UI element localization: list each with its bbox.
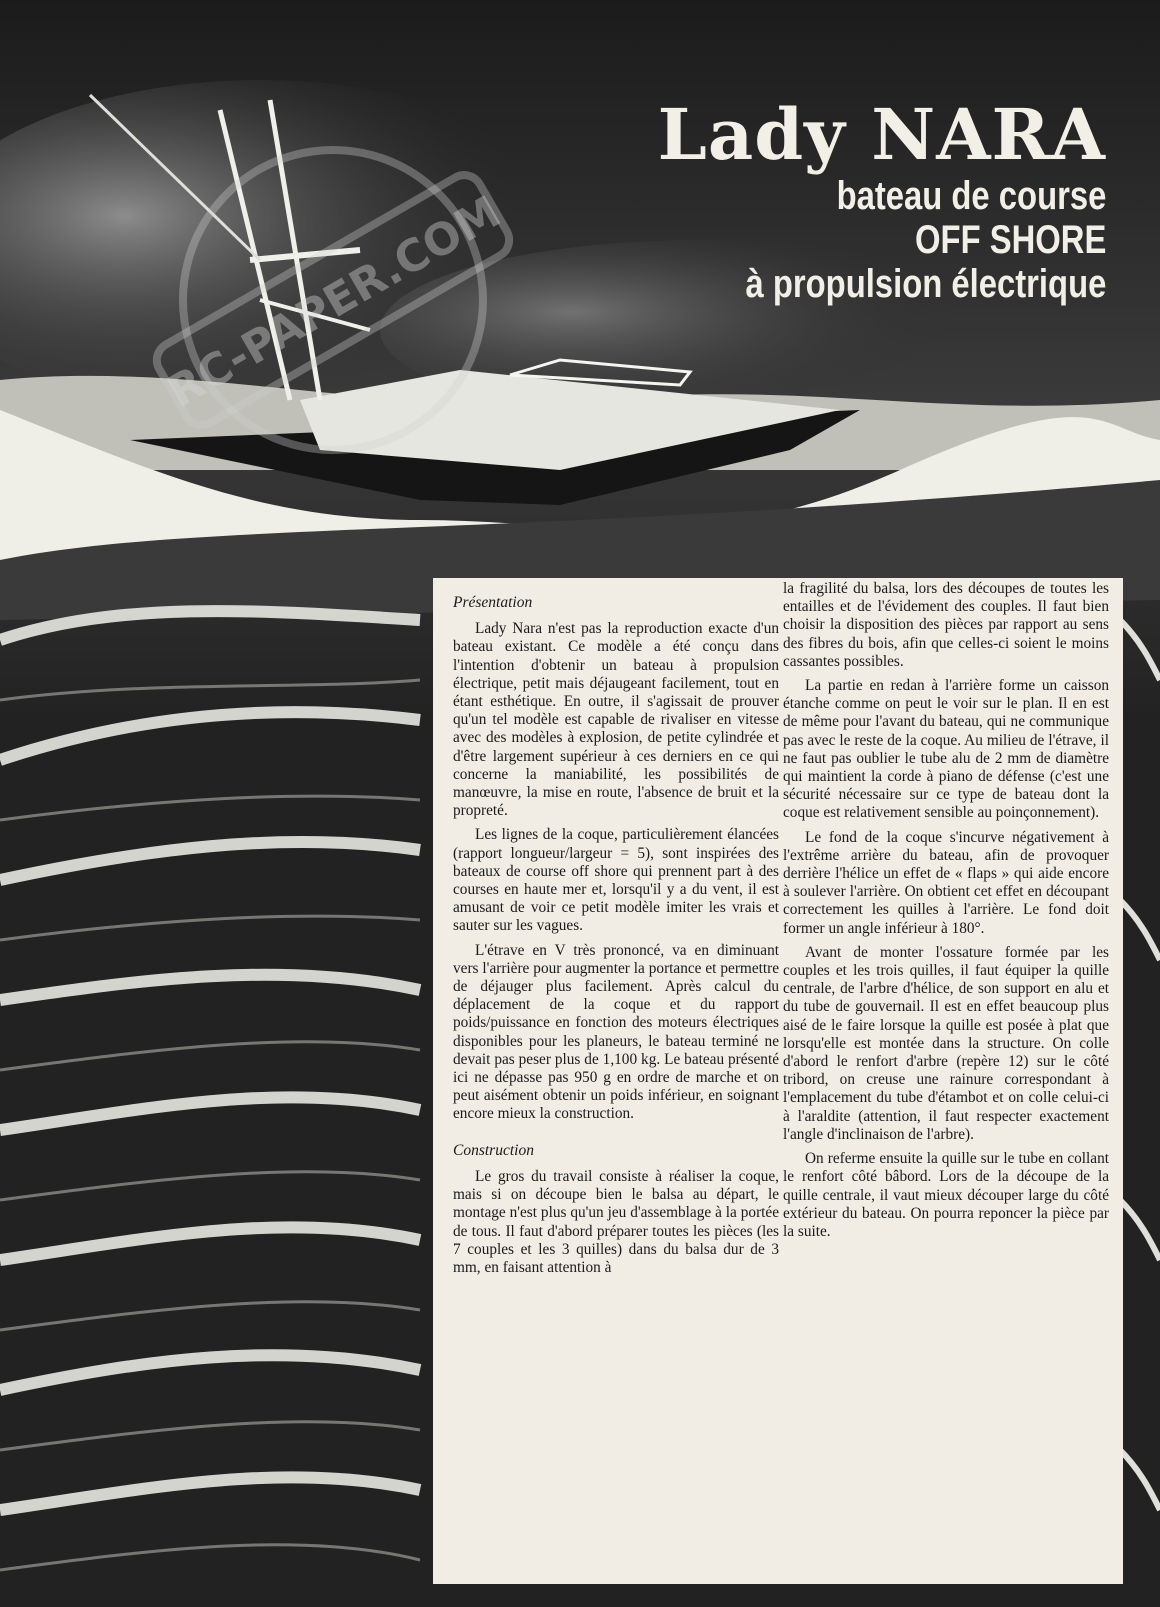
paragraph: Les lignes de la coque, particulièrement élancées (rapport longueur/largeur = 5), sont inspirées des bateaux de course off shore qui prennent part à des courses en haute mer et, lorsqu'il y a du vent, il est amusant de voir ce petit modèle imiter les vrais et sauter sur les vagues. xyxy=(453,826,779,935)
article-subtitle-2: OFF SHORE xyxy=(914,218,1106,262)
paragraph: la fragilité du balsa, lors des découpes de toutes les entailles et de l'évidement des couples. Il faut bien choisir la disposition des pièces par rapport au sens des fibres du bois, afin que celles-ci soient le moins cassantes possibles. xyxy=(783,580,1109,670)
article-text-box xyxy=(433,578,1123,1584)
article-title-block xyxy=(657,93,1106,306)
text-column-right xyxy=(783,580,1109,1247)
text-column-left xyxy=(453,594,779,1283)
paragraph: L'étrave en V très prononcé, va en diminuant vers l'arrière pour augmenter la portance et permettre de déjauger plus facilement. Après calcul du déplacement de la coque et du rapport poids/puissance en fonction des moteurs électriques disponibles pour les planeurs, le bateau terminé ne devait pas peser plus de 1,100 kg. Le bateau présenté ici ne dépasse pas 950 g en ordre de marche et on peut aisément obtenir un poids inférieur, en soignant encore mieux la construction. xyxy=(453,941,779,1123)
paragraph: Le gros du travail consiste à réaliser la coque, mais si on découpe bien le balsa au départ, le montage n'est plus qu'un jeu d'assemblage à la portée de tous. Il faut d'abord préparer toutes les pièces (les 7 couples et les 3 quilles) dans du balsa dur de 3 mm, en faisant attention à xyxy=(453,1167,779,1276)
paragraph: Lady Nara n'est pas la reproduction exacte d'un bateau existant. Ce modèle a été conçu dans l'intention d'obtenir un bateau à propulsion électrique, petit mais déjaugeant facilement, tout en étant esthétique. En outre, il s'agissait de prouver qu'un tel modèle est capable de rivaliser en vitesse avec des modèles à explosion, de petite cylindrée et d'être largement supérieur à ces derniers en ce qui concerne la maniabilité, les possibilités de manœuvre, la mise en route, l'absence de bruit et la propreté. xyxy=(453,620,779,820)
paragraph: Le fond de la coque s'incurve négativement à l'extrême arrière du bateau, afin de provoquer derrière l'hélice un effet de « flaps » qui aide encore à soulever l'arrière. On obtient cet effet en découpant correctement les quilles à l'arrière. Le fond doit former un angle inférieur à 180°. xyxy=(783,828,1109,937)
section-heading-presentation: Présentation xyxy=(453,594,533,611)
article-subtitle-3: à propulsion électrique xyxy=(745,262,1106,306)
section-heading-construction: Construction xyxy=(453,1141,534,1159)
article-title: Lady NARA xyxy=(657,93,1106,176)
paragraph: On referme ensuite la quille sur le tube en collant le renfort côté bâbord. Lors de la découpe de la quille centrale, il vaut mieux découper large du côté extérieur du bateau. On pourra reponcer la pièce par la suite. xyxy=(783,1150,1109,1240)
article-subtitle-1: bateau de course xyxy=(836,174,1106,218)
paragraph: Avant de monter l'ossature formée par les couples et les trois quilles, il faut équiper la quille centrale, de l'arbre d'hélice, de son support en alu et du tube de gouvernail. Il est en effet beaucoup plus aisé de le faire lorsque la quille est posée à plat que lorsqu'elle est montée dans la structure. On colle d'abord le renfort d'arbre (repère 12) sur le côté tribord, on creuse une rainure correspondant à l'emplacement du tube d'étambot et on colle celui-ci à l'araldite (attention, il faut respecter exactement l'angle d'inclinaison de l'arbre). xyxy=(783,943,1109,1143)
paragraph: La partie en redan à l'arrière forme un caisson étanche comme on peut le voir sur le plan. Il en est de même pour l'avant du bateau, qui ne communique pas avec le reste de la coque. Au milieu de l'étrave, il ne faut pas oublier le tube alu de 2 mm de diamètre qui maintient la corde à piano de défense (c'est une sécurité nécessaire sur ce type de bateau dont la coque est relativement sensible au poinçonnement). xyxy=(783,677,1109,822)
svg-text:RC-PAPER.COM: RC-PAPER.COM xyxy=(159,186,510,418)
